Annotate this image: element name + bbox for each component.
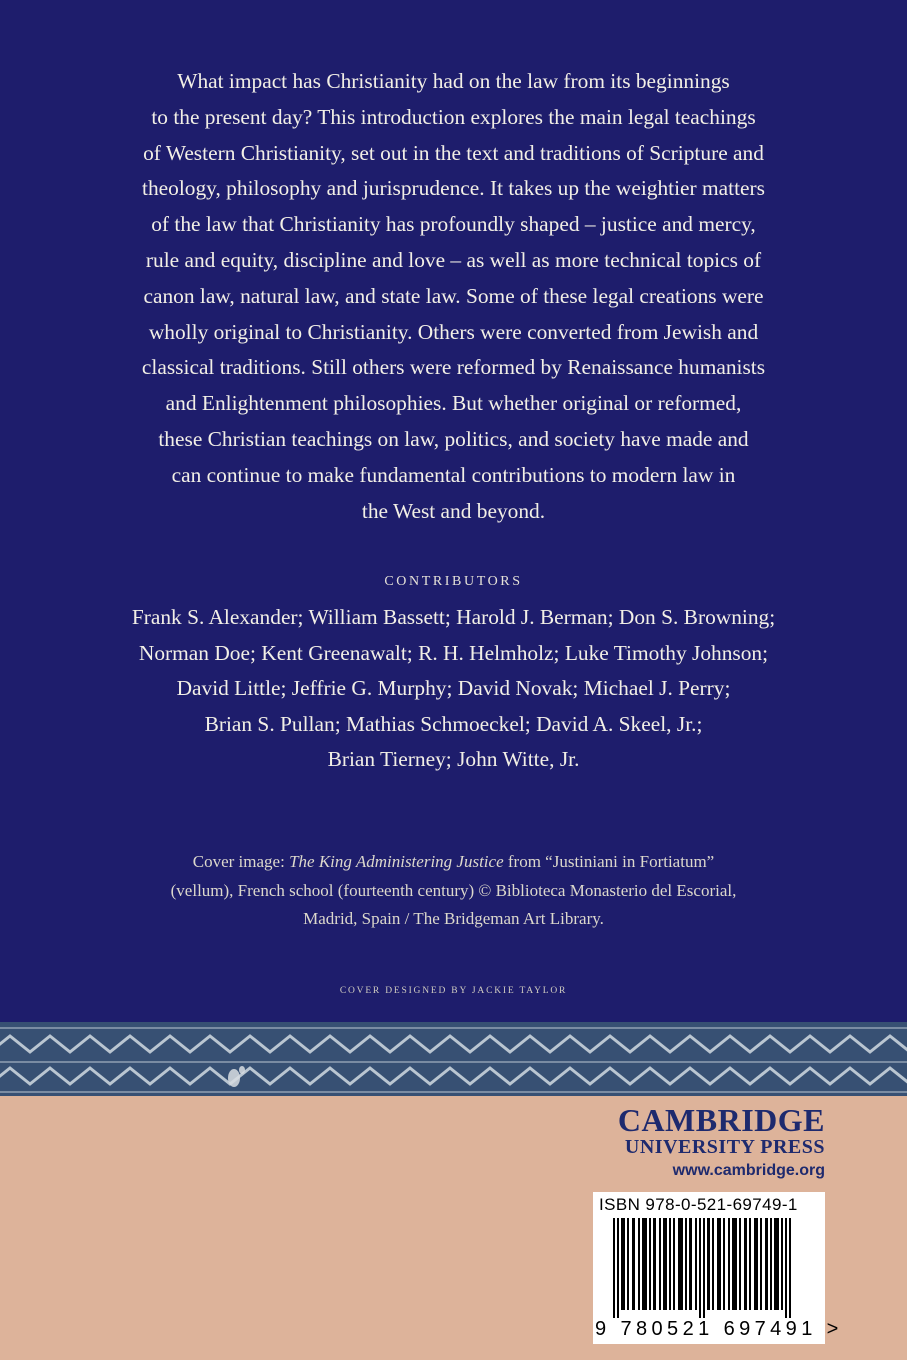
credit-source: from “Justiniani in Fortiatum” <box>503 852 715 871</box>
contributors-line: Brian Tierney; John Witte, Jr. <box>327 747 580 771</box>
credit-prefix: Cover image: <box>192 852 290 871</box>
credit-line-3: Madrid, Spain / The Bridgeman Art Library. <box>303 909 604 928</box>
barcode-digits: 9 780521 697491 > <box>595 1318 843 1340</box>
credit-line-2: (vellum), French school (fourteenth century) © Biblioteca Monasterio del Escorial, <box>170 880 737 900</box>
publisher-url: www.cambridge.org <box>672 1162 825 1179</box>
blurb-line: theology, philosophy and jurisprudence. It takes up the weightier matters <box>142 176 765 201</box>
publisher-subtitle: UNIVERSITY PRESS <box>624 1136 825 1158</box>
isbn-label: ISBN 978-0-521-69749-1 <box>599 1195 798 1214</box>
blurb-line: wholly original to Christianity. Others were converted from Jewish and <box>148 319 759 344</box>
publisher-name: CAMBRIDGE <box>617 1102 825 1138</box>
blurb-line: the West and beyond. <box>361 498 546 523</box>
blurb-line: of Western Christianity, set out in the text and traditions of Scripture and <box>143 140 764 165</box>
blurb-line: classical traditions. Still others were reformed by Renaissance humanists <box>141 355 766 380</box>
contributors-line: Frank S. Alexander; William Bassett; Harold J. Berman; Don S. Browning; <box>131 605 776 629</box>
blurb-line: can continue to make fundamental contributions to modern law in <box>171 462 736 487</box>
blurb-line: What impact has Christianity had on the law from its beginnings <box>177 69 730 93</box>
cover-designer-credit: COVER DESIGNED BY JACKIE TAYLOR <box>339 986 568 996</box>
blurb-line: canon law, natural law, and state law. Some of these legal creations were <box>143 283 764 308</box>
blurb-line: and Enlightenment philosophies. But whether original or reformed, <box>165 391 742 416</box>
isbn-barcode-block <box>593 1192 843 1344</box>
contributors-line: David Little; Jeffrie G. Murphy; David Novak; Michael J. Perry; <box>176 676 731 700</box>
contributors-line: Brian S. Pullan; Mathias Schmoeckel; David A. Skeel, Jr.; <box>204 711 703 736</box>
blurb-line: of the law that Christianity has profoundly shaped – justice and mercy, <box>151 212 756 237</box>
zigzag-pattern-icon <box>0 1022 907 1096</box>
barcode-icon <box>599 1218 819 1318</box>
credit-line-1 <box>60 848 847 877</box>
contributors-line: Norman Doe; Kent Greenawalt; R. H. Helmholz; Luke Timothy Johnson; <box>138 640 769 665</box>
contributors-heading: CONTRIBUTORS <box>384 574 523 589</box>
publisher-logo <box>618 1103 825 1182</box>
blurb-line: rule and equity, discipline and love – as well as more technical topics of <box>145 247 762 272</box>
blurb-line: to the present day? This introduction explores the main legal teachings <box>151 104 756 129</box>
blurb-paragraph <box>90 64 817 529</box>
cover-image-credit <box>60 848 847 934</box>
decorative-pattern-band <box>0 1022 907 1096</box>
blurb-line: these Christian teachings on law, politics, and society have made and <box>158 426 749 451</box>
artwork-title: The King Administering Justice <box>289 852 504 871</box>
contributors-list <box>60 600 847 778</box>
